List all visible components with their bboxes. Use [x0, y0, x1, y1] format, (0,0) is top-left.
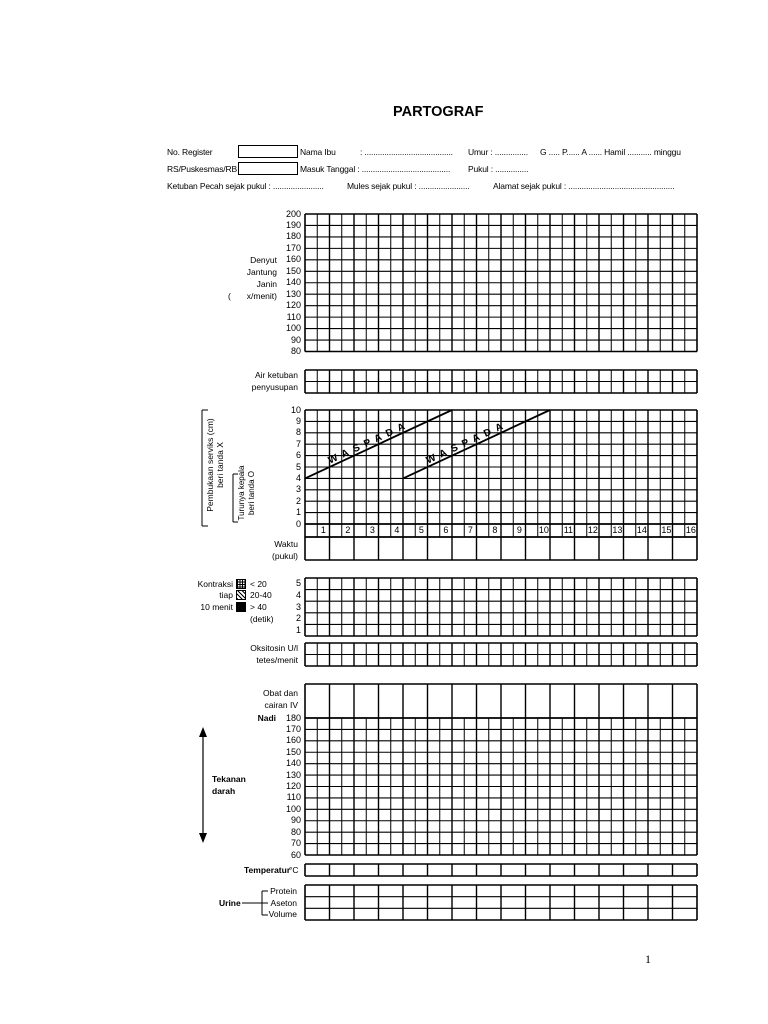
kontraksi-label-line-1: Kontraksi	[197, 579, 233, 589]
pukul-field: Pukul : ...............	[468, 163, 529, 174]
djj-tick-100: 100	[285, 323, 301, 334]
hour-number-8: 8	[492, 525, 498, 535]
nadi-tick-70: 70	[290, 838, 301, 849]
djj-tick-130: 130	[285, 288, 301, 299]
hour-number-14: 14	[636, 525, 647, 535]
serviks-tick-4: 4	[295, 472, 301, 483]
kontraksi-tick-5: 5	[295, 578, 301, 589]
legend-lt20-label: < 20	[250, 579, 267, 589]
waspada-label-2: WASPADA	[424, 419, 510, 467]
nama-ibu-label: Nama Ibu	[300, 146, 336, 157]
umur-field: Umur : ...............	[468, 146, 528, 157]
nadi-tekanan-darah-grid	[305, 718, 697, 855]
serviks-tick-10: 10	[290, 404, 301, 415]
nadi-label: Nadi	[257, 713, 276, 723]
tekanan-darah-label	[212, 773, 246, 797]
djj-tick-190: 190	[285, 219, 301, 230]
nadi-tick-90: 90	[290, 815, 301, 826]
air-ketuban-label	[252, 369, 298, 393]
serviks-tick-5: 5	[295, 461, 301, 472]
hour-number-6: 6	[443, 525, 449, 535]
legend-20-40-label: 20-40	[250, 590, 272, 600]
obat-cairan-row	[305, 684, 697, 718]
waktu-row	[305, 537, 697, 560]
djj-tick-80: 80	[290, 346, 301, 356]
serviks-tick-0: 0	[295, 518, 301, 529]
kepala-mark-label: beri tanda O	[247, 470, 256, 516]
waktu-label-line-1: Waktu	[274, 539, 298, 549]
obat-label	[263, 687, 298, 711]
djj-tick-150: 150	[285, 265, 301, 276]
no-register-label: No. Register	[167, 146, 213, 157]
djj-tick-110: 110	[286, 311, 301, 322]
up-down-arrow-icon	[199, 727, 207, 843]
oksitosin-label	[250, 642, 298, 666]
waktu-label	[272, 538, 298, 562]
djj-tick-200: 200	[285, 208, 301, 219]
djj-tick-140: 140	[285, 277, 301, 288]
djj-unit-open-paren: (	[228, 291, 231, 301]
obat-label-line-2: cairan IV	[264, 700, 298, 710]
obat-label-line-1: Obat dan	[263, 688, 298, 698]
kontraksi-grid	[305, 578, 697, 636]
kontraksi-tick-2: 2	[295, 613, 301, 624]
urine-bracket	[242, 891, 268, 915]
hour-number-10: 10	[538, 525, 549, 535]
nadi-tick-170: 170	[285, 723, 301, 734]
nadi-tick-160: 160	[285, 735, 301, 746]
ketuban-pecah-field: Ketuban Pecah sejak pukul : .......................	[167, 180, 324, 191]
temperatur-label: Temperatur	[244, 865, 291, 875]
nadi-tick-180: 180	[285, 712, 301, 723]
oksitosin-label-line-2: tetes/menit	[256, 655, 298, 665]
oksitosin-label-line-1: Oksitosin U/l	[250, 643, 298, 653]
urine-volume-label: Volume	[268, 909, 297, 919]
kontraksi-tick-3: 3	[295, 601, 301, 612]
mules-field: Mules sejak pukul : .......................	[347, 180, 470, 191]
urine-grid	[305, 885, 697, 920]
oksitosin-grid	[305, 643, 697, 666]
tekanan-darah-label-line-1: Tekanan	[212, 774, 246, 784]
nadi-tick-130: 130	[285, 769, 301, 780]
djj-grid	[305, 214, 697, 352]
kepala-axis-label	[237, 463, 257, 523]
djj-tick-160: 160	[285, 254, 301, 265]
nadi-tick-60: 60	[290, 849, 301, 860]
alamat-field: Alamat sejak pukul : ................................................	[493, 180, 675, 191]
serviks-mark-label: beri tanda X	[215, 442, 225, 488]
air-ketuban-label-line-1: Air ketuban	[255, 370, 298, 380]
kepala-label: Turunya kepala	[237, 465, 246, 521]
serviks-tick-8: 8	[295, 427, 301, 438]
hour-number-13: 13	[612, 525, 623, 535]
temperatur-unit: °C	[289, 865, 299, 875]
serviks-tick-6: 6	[295, 450, 301, 461]
djj-label	[247, 254, 277, 302]
urine-protein-label: Protein	[270, 886, 297, 896]
no-register-box	[238, 145, 298, 158]
hour-number-11: 11	[563, 525, 574, 535]
nadi-tick-150: 150	[285, 746, 301, 757]
rs-puskesmas-box	[238, 162, 298, 175]
hour-number-3: 3	[369, 525, 375, 535]
urine-label: Urine	[219, 898, 241, 908]
gpa-hamil-field: G ..... P...... A ...... Hamil ........... minggu	[540, 146, 681, 157]
hour-number-7: 7	[467, 525, 473, 535]
kontraksi-unit-label: (detik)	[250, 614, 274, 624]
djj-unit-label: x/menit)	[246, 291, 277, 301]
page-title: PARTOGRAF	[393, 104, 484, 120]
nadi-tick-120: 120	[285, 781, 301, 791]
kontraksi-label-line-3: 10 menit	[200, 602, 233, 612]
djj-label-line-1: Denyut	[250, 255, 277, 265]
hour-number-4: 4	[394, 525, 400, 535]
tekanan-darah-label-line-2: darah	[212, 786, 236, 796]
kontraksi-tick-1: 1	[295, 624, 301, 635]
page-number: 1	[645, 952, 651, 966]
air-ketuban-label-line-2: penyusupan	[251, 382, 298, 392]
djj-tick-170: 170	[285, 242, 301, 253]
waktu-label-line-2: (pukul)	[272, 551, 298, 561]
legend-gt40-label: > 40	[250, 602, 267, 612]
serviks-tick-7: 7	[295, 438, 301, 449]
serviks-tick-3: 3	[295, 484, 301, 495]
djj-label-line-3: Janin	[256, 279, 277, 289]
air-ketuban-grid	[305, 370, 697, 393]
hour-number-16: 16	[685, 525, 696, 535]
rs-puskesmas-label: RS/Puskesmas/RB	[167, 163, 238, 174]
serviks-label: Pembukaan serviks (cm)	[205, 418, 215, 512]
kontraksi-label-line-2: tiap	[219, 590, 233, 600]
legend-gt40-swatch	[236, 602, 246, 612]
masuk-tanggal-field: Masuk Tanggal : ........................................	[300, 163, 451, 174]
hour-number-12: 12	[587, 525, 598, 535]
serviks-tick-1: 1	[295, 507, 301, 518]
temperatur-row	[305, 864, 697, 876]
nama-ibu-field: : ........................................	[360, 146, 453, 157]
hour-number-5: 5	[418, 525, 424, 535]
hour-number-1: 1	[320, 525, 326, 535]
hour-number-15: 15	[661, 525, 672, 535]
hour-number-9: 9	[516, 525, 522, 535]
djj-tick-120: 120	[285, 300, 301, 311]
serviks-tick-2: 2	[295, 495, 301, 506]
serviks-axis-label	[205, 415, 225, 515]
waspada-label-1: WASPADA	[326, 419, 412, 467]
legend-lt20-swatch	[236, 579, 246, 589]
kontraksi-tick-4: 4	[295, 589, 301, 600]
nadi-tick-140: 140	[285, 758, 301, 769]
djj-label-line-2: Jantung	[246, 267, 277, 277]
legend-20-40-swatch	[236, 590, 246, 600]
nadi-tick-110: 110	[286, 792, 301, 803]
serviks-tick-9: 9	[295, 415, 301, 426]
nadi-tick-80: 80	[290, 826, 301, 837]
djj-tick-90: 90	[290, 334, 301, 345]
nadi-tick-100: 100	[285, 803, 301, 814]
hour-number-2: 2	[345, 525, 351, 535]
urine-aseton-label: Aseton	[270, 897, 297, 908]
djj-tick-180: 180	[285, 231, 301, 242]
